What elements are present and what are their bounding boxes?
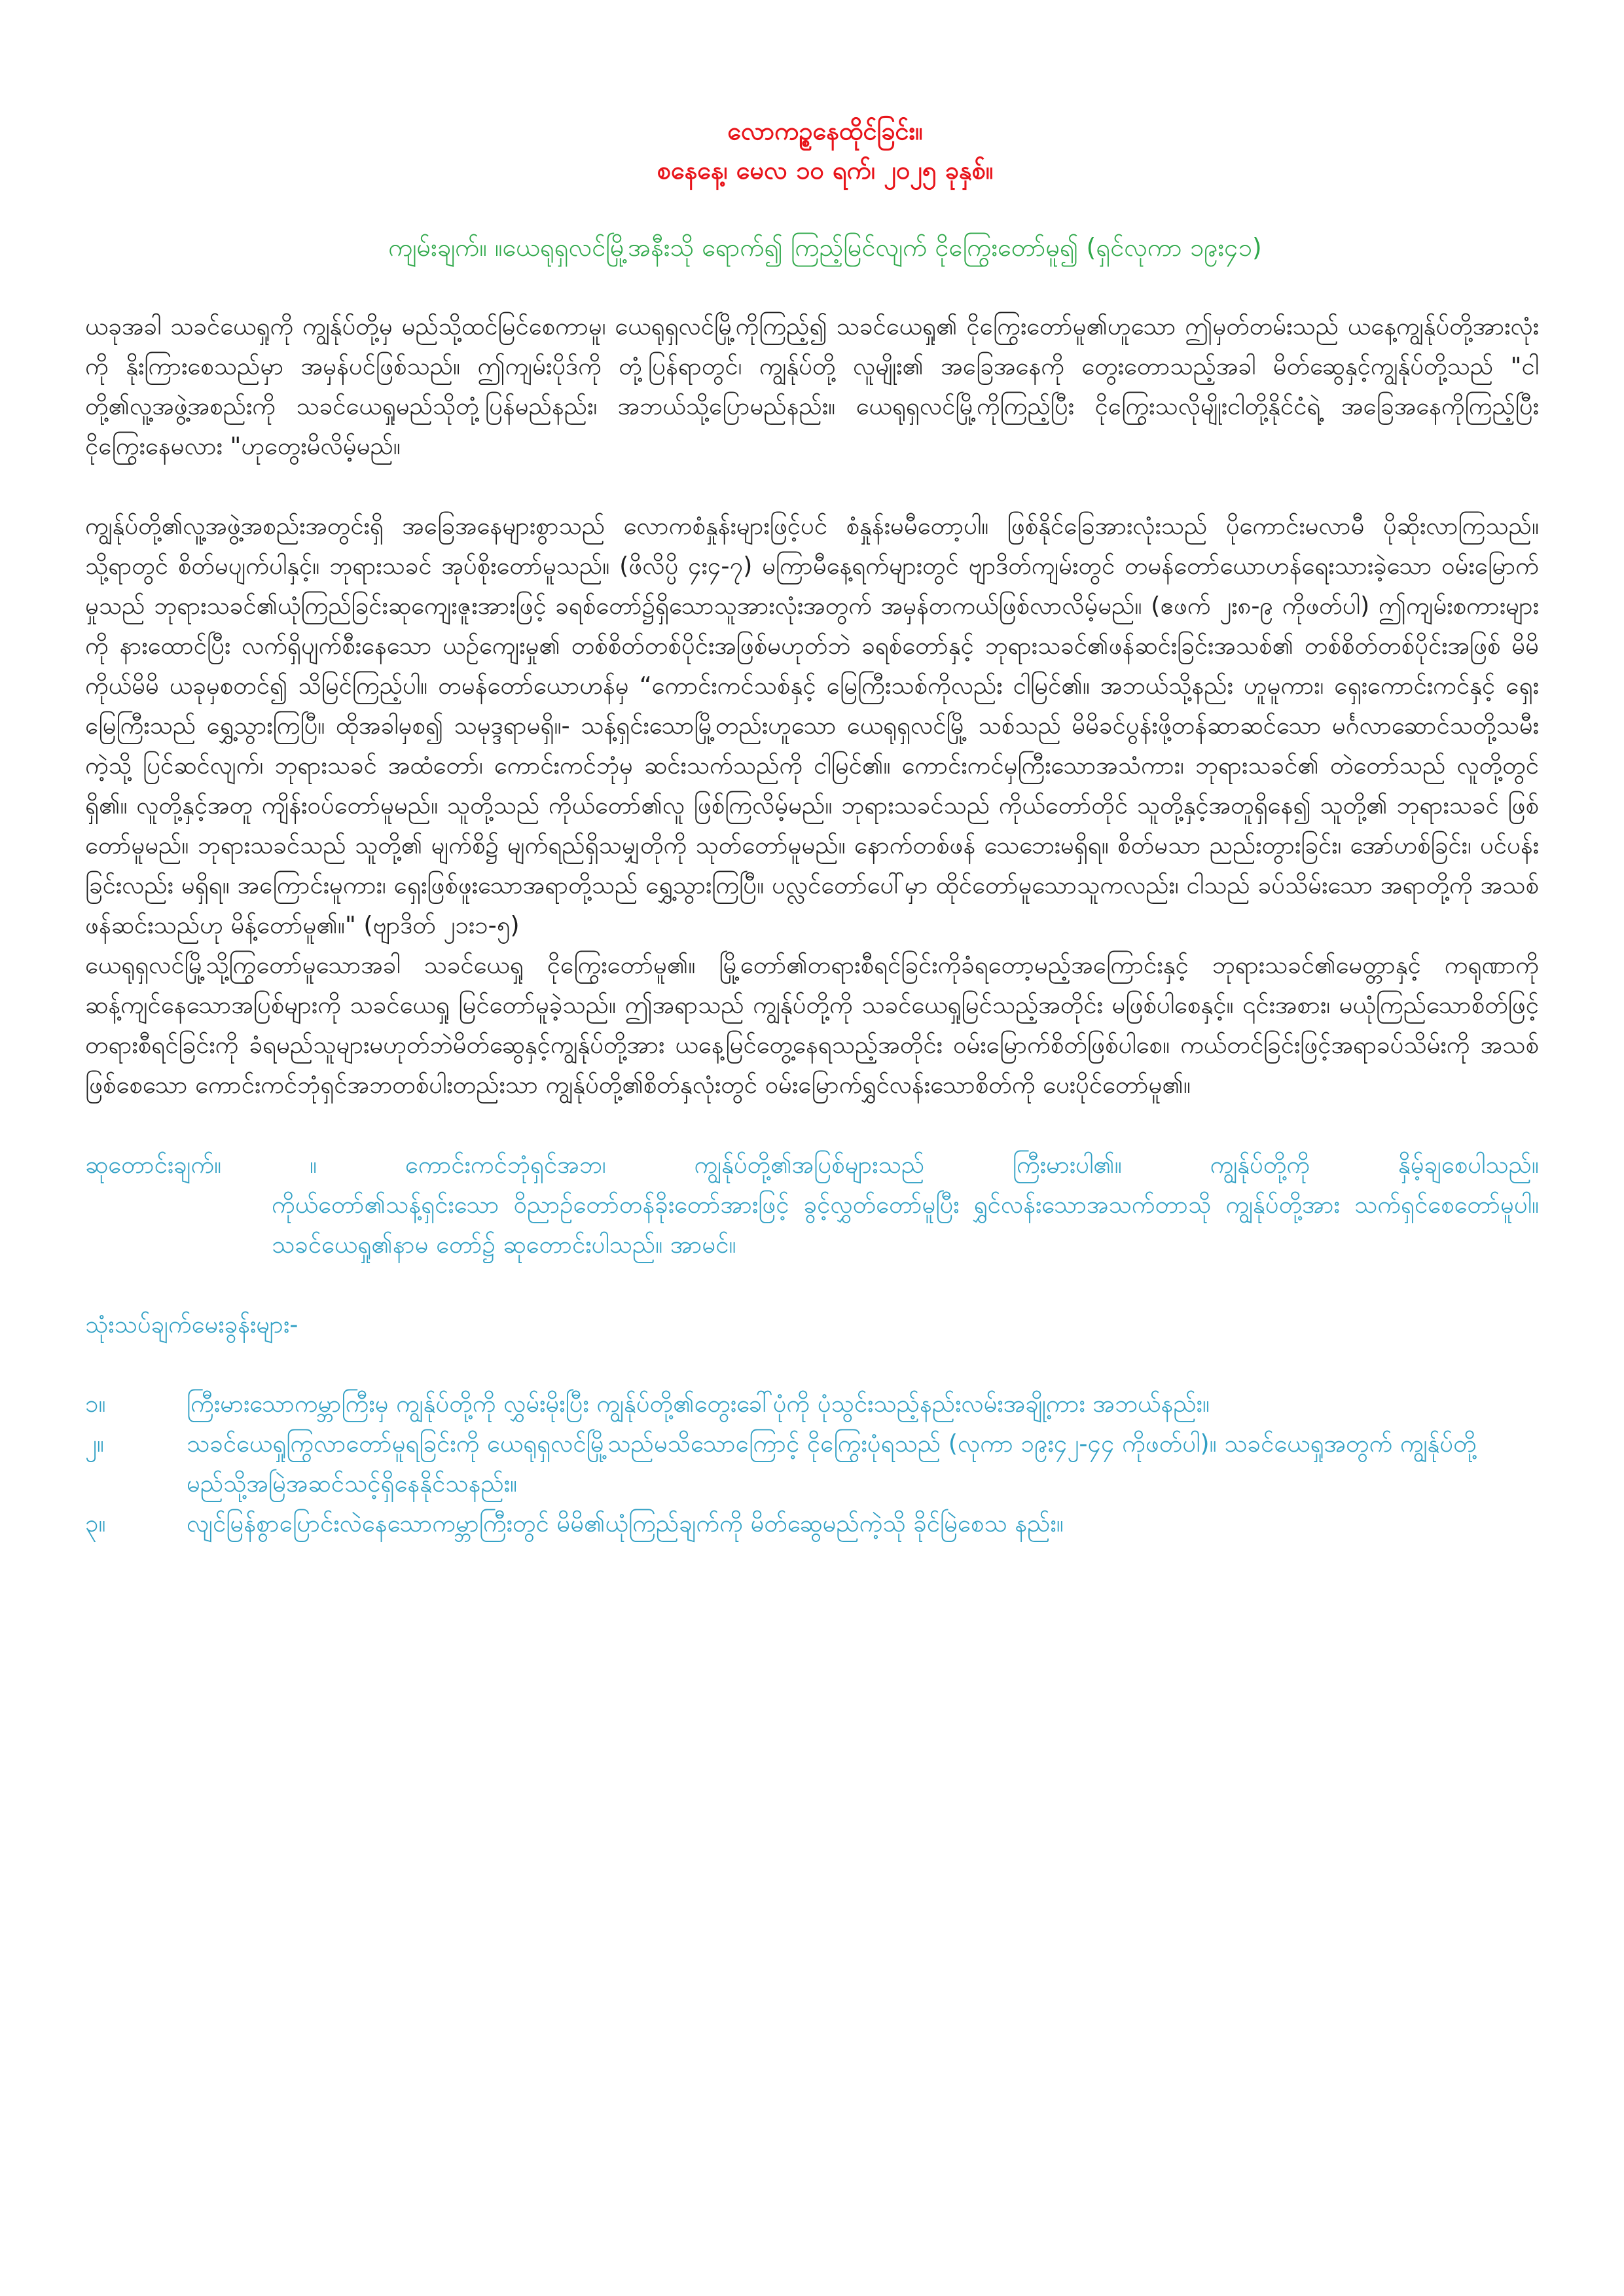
question-text: ကြီးမားသောကမ္ဘာကြီးမှ ကျွန်ုပ်တို့ကို လွှမ်းမိုးပြီး ကျွန်ုပ်တို့၏တွေးခေါ်ပုံကို ပုံသွင်းသည့်နည်းလမ်းအချို့ကား အဘယ်နည်း။ — [187, 1390, 1210, 1418]
prayer-continuation: ကိုယ်တော်၏သန့်ရှင်းသော ဝိညာဉ်တော်တန်ခိုးတော်အားဖြင့် ခွင့်လွှတ်တော်မူပြီး ရွှင်လန်းသောအသက်တာသို ကျွန်ုပ်တို့အား သက်ရှင်စေတော်မူပါ။ သခင်ယေရှု၏နာမ တော်၌ ဆုတောင်းပါသည်။ အာမင်။ — [272, 1191, 1539, 1259]
body-paragraph-2: ကျွန်ုပ်တို့၏လူ့အဖွဲ့အစည်းအတွင်းရှိ အခြေအနေများစွာသည် လောကစံနှုန်းများဖြင့်ပင် စံနှုန်းမမီတော့ပါ။ ဖြစ်နိုင်ခြေအားလုံးသည် ပိုကောင်းမလာမီ ပိုဆိုးလာကြသည်။ သို့ရာတွင် စိတ်မပျက်ပါနှင့်။ ဘုရားသခင် အုပ်စိုးတော်မူသည်။ (ဖိလိပ္ပိ ၄း၄-၇) မကြာမီနေ့ရက်များတွင် ဗျာဒိတ်ကျမ်းတွင် တမန်တော်ယောဟန်ရေးသားခဲ့သော ဝမ်းမြောက်မှုသည် ဘုရားသခင်၏ယုံကြည်ခြင်းဆုကျေးဇူးအားဖြင့် ခရစ်တော်၌ရှိသောသူအားလုံးအတွက် အမှန်တကယ်ဖြစ်လာလိမ့်မည်။ (ဧဖက် ၂း၈-၉ ကိုဖတ်ပါ) ဤကျမ်းစကားများကို နားထောင်ပြီး လက်ရှိပျက်စီးနေသော ယဉ်ကျေးမှု၏ တစ်စိတ်တစ်ပိုင်းအဖြစ်မဟုတ်ဘဲ ခရစ်တော်နှင့် ဘုရားသခင်၏ဖန်ဆင်းခြင်းအသစ်၏ တစ်စိတ်တစ်ပိုင်းအဖြစ် မိမိကိုယ်မိမိ ယခုမှစတင်၍ သိမြင်ကြည့်ပါ။ တမန်တော်ယောဟန်မှ “ကောင်းကင်သစ်နှင့် မြေကြီးသစ်ကိုလည်း ငါမြင်၏။ အဘယ်သို့နည်း ဟူမူကား၊ ရှေးကောင်းကင်နှင့် ရှေးမြေကြီးသည် ရွှေ့သွားကြပြီ။ ထိုအခါမှစ၍ သမုဒ္ဒရာမရှိ။- သန့်ရှင်းသောမြို့တည်းဟူသော ယေရုရှလင်မြို့ သစ်သည် မိမိခင်ပွန်းဖို့တန်ဆာဆင်သော မင်္ဂလာဆောင်သတို့သမီးကဲ့သို့ ပြင်ဆင်လျက်၊ ဘုရားသခင် အထံတော်၊ ကောင်းကင်ဘုံမှ ဆင်းသက်သည်ကို ငါမြင်၏။ ကောင်းကင်မှကြီးသောအသံကား၊ ဘုရားသခင်၏ တဲတော်သည် လူတို့တွင်ရှိ၏။ လူတို့နှင့်အတူ ကျိန်းဝပ်တော်မူမည်။ သူတို့သည် ကိုယ်တော်၏လူ ဖြစ်ကြလိမ့်မည်။ ဘုရားသခင်သည် ကိုယ်တော်တိုင် သူတို့နှင့်အတူရှိနေ၍ သူတို့၏ ဘုရားသခင် ဖြစ်တော်မူမည်။ ဘုရားသခင်သည် သူတို့၏ မျက်စိ၌ မျက်ရည်ရှိသမျှတိုကို သုတ်တော်မူမည်။ နောက်တစ်ဖန် သေဘေးမရှိရ။ စိတ်မသာ ညည်းတွားခြင်း၊ အော်ဟစ်ခြင်း၊ ပင်ပန်းခြင်းလည်း မရှိရ။ အကြောင်းမူကား၊ ရှေးဖြစ်ဖူးသောအရာတို့သည် ရွှေ့သွားကြပြီ။ ပလ္လင်တော်ပေါ်မှာ ထိုင်တော်မူသောသူကလည်း၊ ငါသည် ခပ်သိမ်းသော အရာတို့ကို အသစ် ဖန်ဆင်းသည်ဟု မိန့်တော်မူ၏။" (ဗျာဒိတ် ၂၁း၁-၅) — [85, 512, 1539, 939]
question-number: ၃။ — [85, 1509, 106, 1537]
page-header — [111, 111, 1539, 190]
prayer-section — [85, 1145, 1539, 1265]
scripture-verse: ကျမ်းချက်။ ။ယေရုရှလင်မြို့အနီးသို ရောက်၍ ကြည့်မြင်လျက် ငိုကြွေးတော်မူ၍ (ရှင်လုကာ ၁၉း၄၁) — [388, 233, 1262, 262]
question-number: ၂။ — [85, 1429, 104, 1458]
date-line: စနေနေ့၊ မေလ ၁၀ ရက်၊ ၂၀၂၅ ခုနှစ်။ — [657, 156, 994, 185]
list-item — [85, 1424, 1539, 1503]
question-text: လျင်မြန်စွာပြောင်းလဲနေသောကမ္ဘာကြီးတွင် မိမိ၏ယုံကြည်ချက်ကို မိတ်ဆွေမည်ကဲ့သို ခိုင်မြဲစေသ နည်း။ — [187, 1509, 1064, 1537]
question-text: သခင်ယေရှုကြွလာတော်မူရခြင်းကို ယေရုရှလင်မြို့သည်မသိသောကြောင့် ငိုကြွေးပုံရသည် (လုကာ ၁၉း၄၂-၄၄ ကိုဖတ်ပါ)။ သခင်ယေရှုအတွက် ကျွန်ုပ်တို့ မည်သို့အမြဲအဆင်သင့်ရှိနေနိုင်သနည်း။ — [187, 1429, 1477, 1498]
reflection-questions-list — [85, 1384, 1539, 1543]
list-item — [85, 1384, 1539, 1424]
reflection-questions-title: သုံးသပ်ချက်မေးခွန်းများ- — [85, 1310, 298, 1338]
body-paragraph-1: ယခုအခါ သခင်ယေရှုကို ကျွန်ုပ်တို့မှ မည်သို့ထင်မြင်စေကာမူ၊ ယေရုရှလင်မြို့ကိုကြည့်၍ သခင်ယေရှု၏ ငိုကြွေးတော်မူ၏ဟူသော ဤမှတ်တမ်းသည် ယနေ့ကျွန်ုပ်တို့အားလုံးကို နိုးကြားစေသည်မှာ အမှန်ပင်ဖြစ်သည်။ ဤကျမ်းပိုဒ်ကို တုံ့ပြန်ရာတွင်၊ ကျွန်ုပ်တို့ လူမျိုး၏ အခြေအနေကို တွေးတောသည့်အခါ မိတ်ဆွေနှင့်ကျွန်ုပ်တို့သည် "ငါတို့၏လူ့အဖွဲ့အစည်းကို သခင်ယေရှုမည်သိုတုံ့ပြန်မည်နည်း၊ အဘယ်သို့ပြောမည်နည်း။ ယေရုရှလင်မြို့ကိုကြည့်ပြီး ငိုကြွေးသလိုမျိုးငါတို့နိုင်ငံရဲ့ အခြေအနေကိုကြည့်ပြီး ငိုကြွေးနေမလား "ဟုတွေးမိလိမ့်မည်။ — [85, 312, 1539, 460]
list-item — [85, 1503, 1539, 1543]
prayer-first-line: ဆုတောင်းချက်။ ။ ကောင်းကင်ဘုံရှင်အဘ၊ ကျွန်ုပ်တို့၏အပြစ်များသည် ကြီးမားပါ၏။ ကျွန်ုပ်တို့ကို နှိမ့်ချစေပါသည်။ — [85, 1151, 1539, 1179]
body-paragraph-3: ယေရုရှလင်မြို့သို့ကြွတော်မူသောအခါ သခင်ယေရှု ငိုကြွေးတော်မူ၏။ မြို့တော်၏တရားစီရင်ခြင်းကိုခံရတော့မည့်အကြောင်းနှင့် ဘုရားသခင်၏မေတ္တာနှင့် ကရုဏာကို ဆန့်ကျင်နေသောအပြစ်များကို သခင်ယေရှု မြင်တော်မူခဲ့သည်။ ဤအရာသည် ကျွန်ုပ်တို့ကို သခင်ယေရှုမြင်သည့်အတိုင်း မဖြစ်ပါစေနှင့်။ ၎င်းအစား၊ မယုံကြည်သောစိတ်ဖြင့် တရားစီရင်ခြင်းကို ခံရမည်သူများမဟုတ်ဘဲမိတ်ဆွေနှင့်ကျွန်ုပ်တို့အား ယနေ့မြင်တွေ့နေရသည့်အတိုင်း ဝမ်းမြောက်စိတ်ဖြစ်ပါစေ။ ကယ်တင်ခြင်းဖြင့်အရာခပ်သိမ်းကို အသစ်ဖြစ်စေသော ကောင်းကင်ဘုံရှင်အဘတစ်ပါးတည်းသာ ကျွန်ုပ်တို့၏စိတ်နှလုံးတွင် ဝမ်းမြောက်ရွှင်လန်းသောစိတ်ကို ပေးပိုင်တော်မူ၏။ — [85, 951, 1539, 1099]
page-title: လောကဉ္စနေထိုင်ခြင်း။ — [727, 117, 923, 145]
question-number: ၁။ — [85, 1390, 106, 1418]
